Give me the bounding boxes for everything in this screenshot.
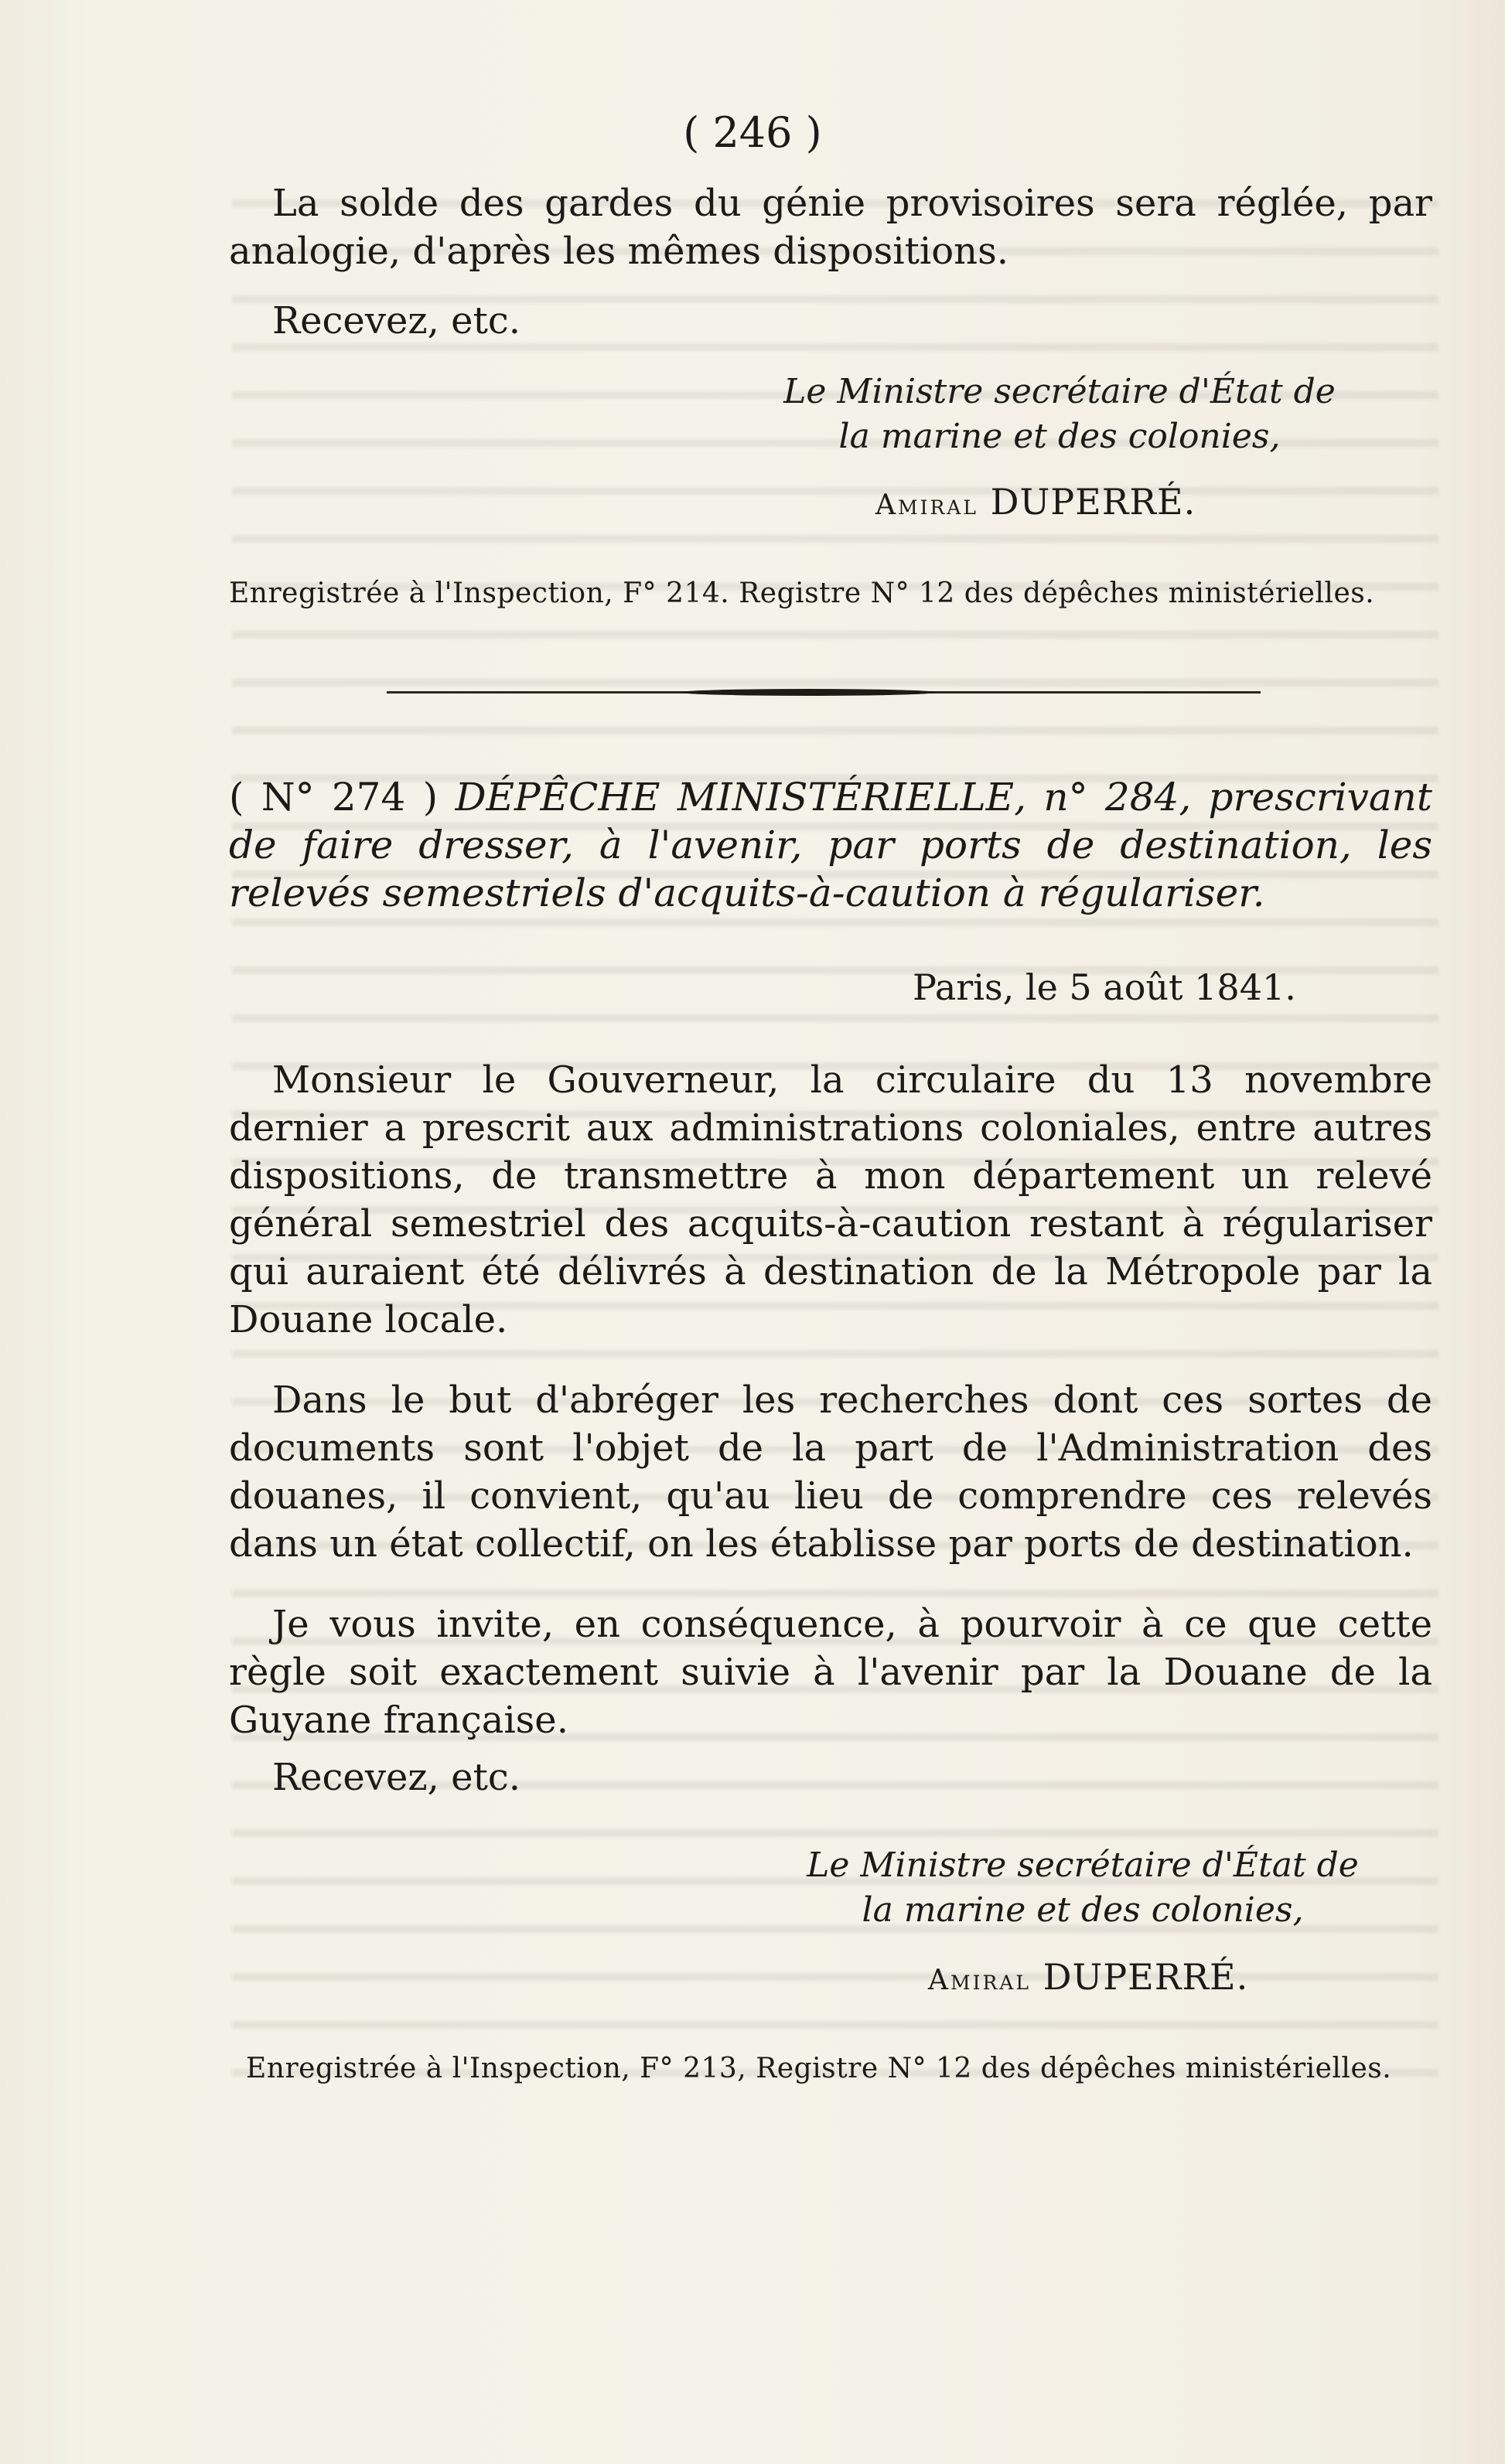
registration-note-2: Enregistrée à l'Inspection, F° 213, Registre N° 12 des dépêches ministérielles.	[246, 2053, 1392, 2084]
dispatch-date: Paris, le 5 août 1841.	[913, 966, 1296, 1008]
signature-title	[758, 370, 1361, 459]
closing-formula: Recevez, etc.	[272, 299, 520, 343]
dispatch-title-number: n° 284,	[1043, 775, 1192, 820]
body-paragraph-3: Je vous invite, en conséquence, à pourvoir à ce que cette règle soit exactement suivie à l'avenir par la Douane de la Guyane française.	[229, 1603, 1432, 1742]
divider-ornament	[681, 689, 936, 696]
registration-note: Enregistrée à l'Inspection, F° 214. Registre N° 12 des dépêches ministérielles.	[229, 578, 1375, 609]
dispatch-heading	[229, 773, 1432, 917]
signer-2-rank: Amiral	[928, 1965, 1031, 1996]
signature-title-line1: Le Ministre secrétaire d'État de	[783, 372, 1336, 411]
dispatch-body	[229, 1056, 1432, 1801]
signature-title-2	[781, 1843, 1384, 1933]
signature-title-2-line2: la marine et des colonies,	[862, 1890, 1304, 1930]
signer-rank: Amiral	[875, 489, 978, 521]
body-paragraph-2: Dans le but d'abréger les recherches dont ces sortes de documents sont l'objet de la part de l'Administration des douanes, il convient, qu'au lieu de comprendre ces relevés dans un état collectif, on les établisse par ports de destination.	[229, 1379, 1432, 1566]
signature-title-2-line1: Le Ministre secrétaire d'État de	[807, 1845, 1359, 1885]
page-number: ( 246 )	[683, 108, 822, 157]
dispatch-subject: prescrivant de faire dresser, à l'avenir, par ports de destination, les relevés semestriels d'acquits-à-caution à régulariser.	[229, 775, 1432, 915]
closing-formula-2: Recevez, etc.	[272, 1756, 520, 1799]
signer-2	[928, 1956, 1248, 1998]
signature-title-line2: la marine et des colonies,	[838, 417, 1281, 456]
body-paragraph-1: Monsieur le Gouverneur, la circulaire du 13 novembre dernier a prescrit aux administrations coloniales, entre autres dispositions, de transmettre à mon département un relevé général semestriel des acquits-à-caution restant à régulariser qui auraient été délivrés à destination de la Métropole par la Douane locale.	[229, 1058, 1432, 1341]
section-divider	[387, 688, 1261, 696]
signer-2-name: DUPERRÉ.	[1043, 1956, 1249, 1998]
continuation-section	[229, 179, 1432, 345]
dispatch-title: DÉPÊCHE MINISTÉRIELLE,	[455, 775, 1027, 820]
continuation-paragraph: La solde des gardes du génie provisoires sera réglée, par analogie, d'après les mêmes dispositions.	[229, 182, 1432, 273]
signer	[875, 481, 1196, 523]
signer-name: DUPERRÉ.	[990, 481, 1196, 523]
dispatch-number: ( N° 274 )	[229, 775, 439, 820]
